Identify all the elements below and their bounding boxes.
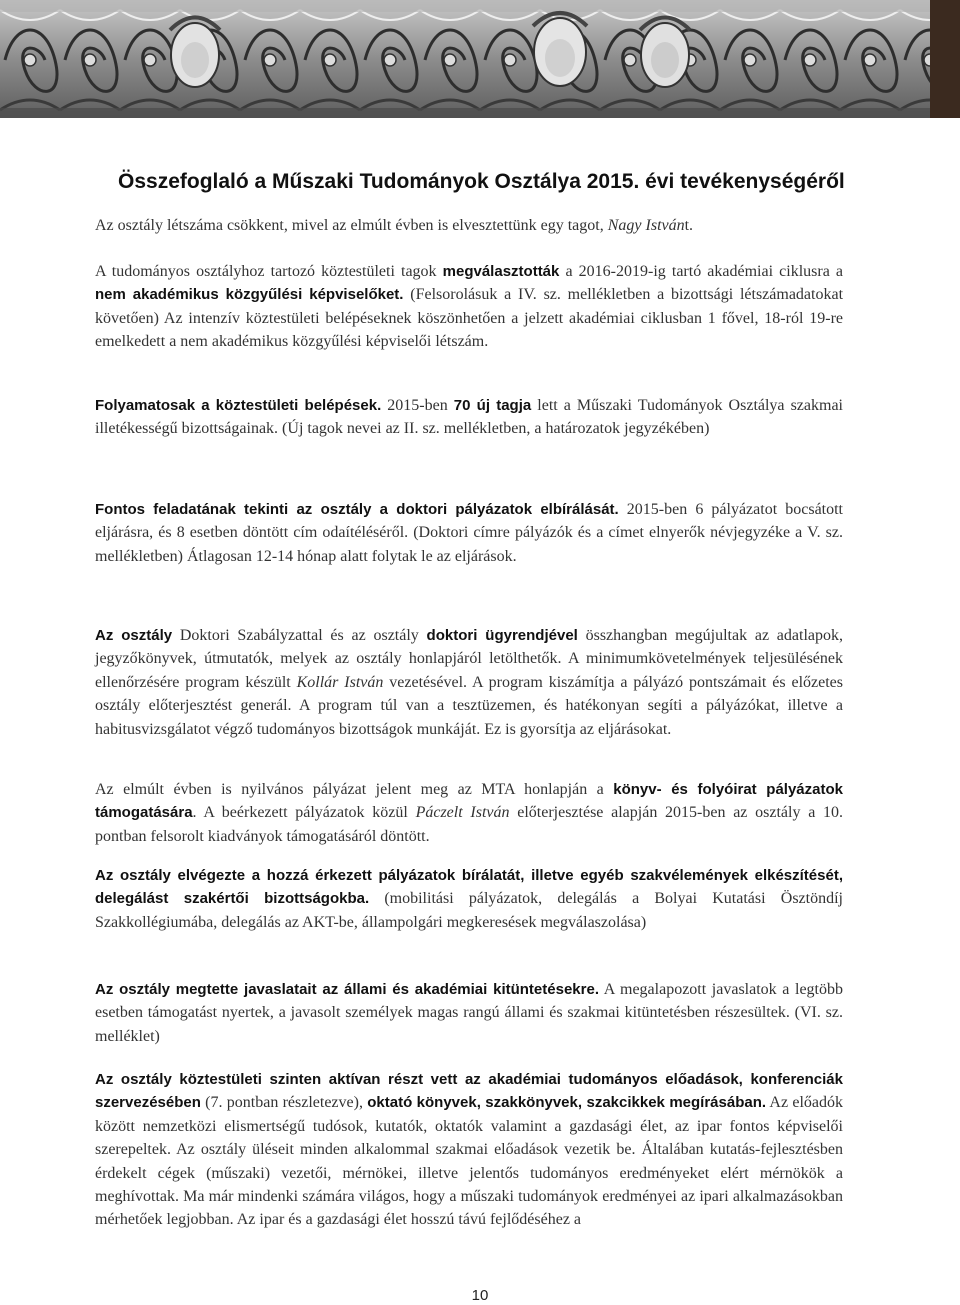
text-run: t.: [684, 217, 694, 234]
text-run: 2015-ben 6 pályázatot bocsátott eljárásra, és 8 esetben döntött cím odaítéléséről. (Doktori címre pályázók és a címet elnyerők névjegyzéke a V. sz. mellékletben) Átlagosan 12-14 hónap alatt folytak le az eljárások.: [95, 501, 843, 565]
text-run: előterjesztése alapján 2015-ben az osztály a 10. pontban felsorolt kiadványok támogatásáról döntött.: [95, 804, 844, 845]
text-run: A tudományos osztályhoz tartozó köztestületi tagok: [95, 263, 443, 280]
bold-text-run: megválasztották: [442, 263, 560, 280]
bold-text-run: Az osztály köztestületi szinten aktívan részt vett az akadémiai tudományos előadások, konferenciák szervezésében: [95, 1071, 843, 1112]
bold-text-run: nem akadémikus közgyűlési képviselőket.: [95, 286, 404, 304]
bold-text-run: Az osztály megtette javaslatait az állami és akadémiai kitüntetésekre.: [95, 981, 599, 998]
bold-text-run: Folyamatosak a köztestületi belépések.: [95, 397, 382, 414]
bold-text-run: Az osztály elvégezte a hozzá érkezett pályázatok bírálatát, illetve egyéb szakvélemények elkészítését, delegálást szakértői bizottságokba.: [95, 867, 843, 908]
banner-edge-strip: [930, 0, 960, 118]
text-run: (7. pontban részletezve),: [200, 1094, 368, 1112]
text-run: Az osztály létszáma csökkent, mivel az elmúlt évben is elvesztettünk egy tagot,: [95, 217, 608, 234]
text-run: lett a Műszaki Tudományok Osztálya szakmai illetékességű bizottságainak. (Új tagok nevei az II. sz. mellékletben, a határozatok jegyzékében): [95, 397, 844, 438]
paragraph-representatives: [95, 260, 843, 354]
text-run: 2015-ben: [381, 397, 454, 414]
bold-text-run: könyv- és folyóirat pályázatok támogatására: [95, 781, 843, 822]
text-run: Az elmúlt évben is nyilvános pályázat jelent meg az MTA honlapján a: [95, 781, 614, 798]
text-run: vezetésével. A program kiszámítja a pályázó pontszámait és előzetes osztály előterjesztést generál. A program túl van a tesztüzemen, és hatékonyan segíti a pályázókat, illetve a habitusvizsgálatot végző tudományos bizottságok munkáját. Ez is gyorsítja az eljárásokat.: [95, 673, 844, 738]
ornament-frieze: [0, 0, 960, 118]
paragraph-doctoral: [95, 498, 843, 568]
bold-text-run: Fontos feladatának tekinti az osztály a doktori pályázatok elbírálását.: [95, 501, 619, 518]
paragraph-conferences: [95, 1068, 843, 1232]
paragraph-reviews: [95, 864, 843, 934]
bold-text-run: oktató könyvek, szakkönyvek, szakcikkek megírásában.: [367, 1094, 767, 1112]
text-run: (Felsorolásuk a IV. sz. mellékletben a bizottsági létszámadatokat követően) Az intenzív köztestületi belépéseknek köszönhetően a jelzett akadémiai ciklusban 1 fővel, 18-ról 19-re emelkedett a nem akadémikus közgyűlési képviselői létszám.: [95, 286, 844, 351]
text-run: Az előadók között nemzetközi elismertségű tudósok, kutatók, oktatók valamint a gazdasági élet, az ipar fontos képviselői szerepeltek. Az osztály üléseit minden alkalommal szakmai előadások vezetik be. Általában kutatás-fejlesztésben érdekelt cégek (műszaki) vezetői, mérnökei, illetve jelentős tudományos eredményeket elért mérnökök a meghívottak. Ma már mindenki számára világos, hogy a műszaki tudományok eredményei az ipari alkalmazásokban mérhetőek legjobban. Az ipar és a gazdasági élet hosszú távú fejlődéséhez a: [95, 1094, 843, 1229]
text-run: A megalapozott javaslatok a legtöbb esetben támogatást nyertek, a javasolt személyek magas rangú állami és szakmai kitüntetésben részesültek. (VI. sz. melléklet): [95, 981, 843, 1045]
italic-name-run: Nagy István: [607, 217, 685, 234]
bold-text-run: 70 új tagja: [453, 397, 532, 414]
paragraph-awards: [95, 978, 843, 1048]
page-number: 10: [471, 1287, 489, 1304]
italic-name-run: Páczelt István: [415, 804, 510, 822]
text-run: a 2016-2019-ig tartó akadémiai ciklusra a: [559, 263, 843, 280]
text-run: összhangban megújultak az adatlapok, jegyzőkönyvek, útmutatók, melyek az osztály honlapjáról letölthetők. A minimumkövetelmények teljesülésének ellenőrzésére program készült: [95, 627, 843, 691]
text-run: (mobilitási pályázatok, delegálás a Bolyai Kutatási Ösztöndíj Szakkollégiumába, delegálás az AKT-be, állampolgári megkeresések megválaszolása): [95, 890, 843, 931]
bold-text-run: doktori ügyrendjével: [426, 627, 578, 644]
header-banner-image: [0, 0, 960, 118]
text-run: . A beérkezett pályázatok közül: [192, 804, 416, 822]
italic-name-run: Kollár István: [296, 673, 384, 691]
paragraph-new-members: [95, 394, 843, 441]
bold-text-run: Az osztály: [95, 627, 173, 644]
paragraph-doctoral-rules: [95, 624, 843, 741]
text-run: Doktori Szabályzattal és az osztály: [172, 627, 427, 644]
paragraph-publication-grants: [95, 778, 843, 848]
document-title: Összefoglaló a Műszaki Tudományok Osztálya 2015. évi tevékenységéről: [118, 170, 845, 193]
paragraph-membership: [95, 214, 843, 237]
